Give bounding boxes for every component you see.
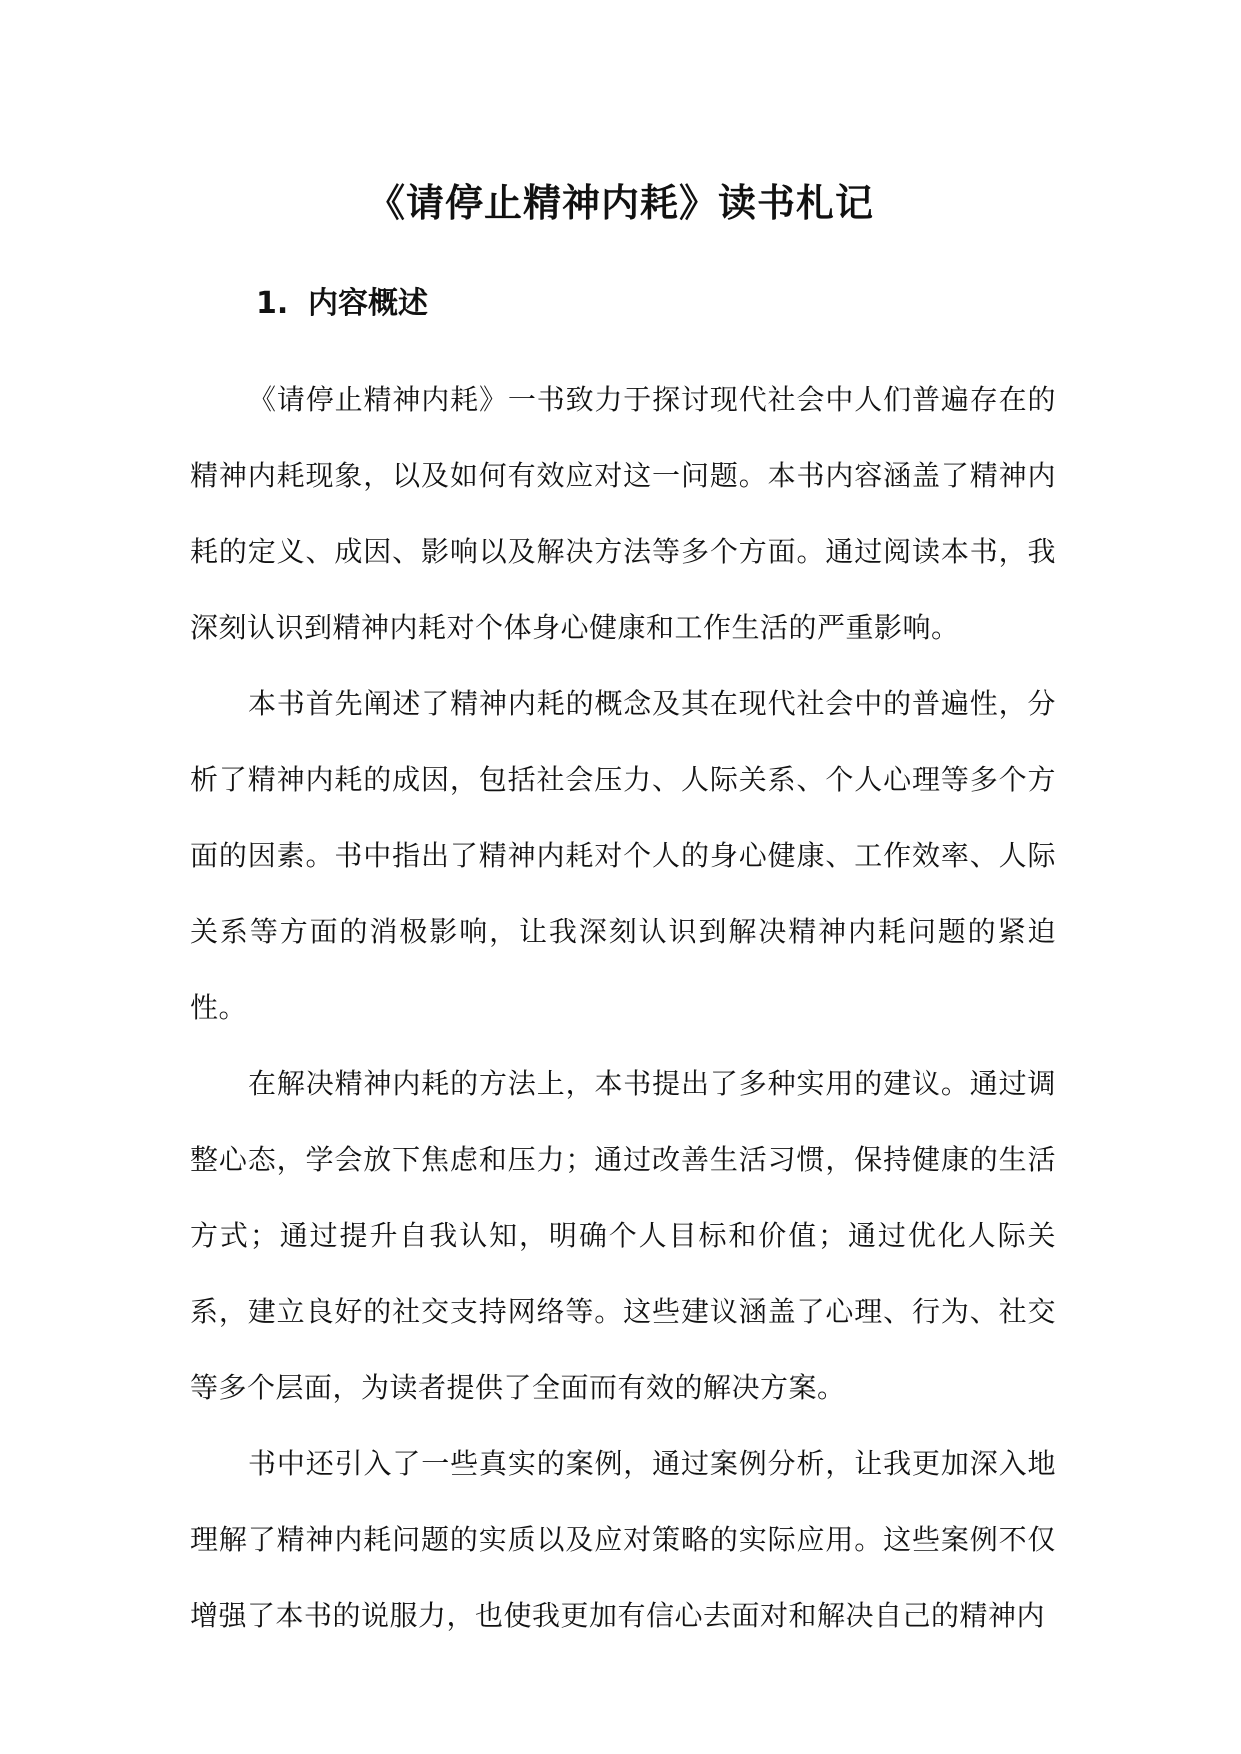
section-number: 1. [256, 286, 289, 321]
paragraph-3: 在解决精神内耗的方法上，本书提出了多种实用的建议。通过调整心态，学会放下焦虑和压力；通过改善生活习惯，保持健康的生活方式；通过提升自我认知，明确个人目标和价值；通过优化人际关系，建立良好的社交支持网络等。这些建议涵盖了心理、行为、社交等多个层面，为读者提供了全面而有效的解决方案。 [190, 1067, 1056, 1404]
section-title: 内容概述 [308, 286, 428, 321]
paragraph-4: 书中还引入了一些真实的案例，通过案例分析，让我更加深入地理解了精神内耗问题的实质以及应对策略的实际应用。这些案例不仅增强了本书的说服力，也使我更加有信心去面对和解决自己的精神内 [190, 1447, 1056, 1632]
section-heading [256, 282, 428, 326]
document-title: 《请停止精神内耗》读书札记 [366, 181, 874, 226]
paragraph-1: 《请停止精神内耗》一书致力于探讨现代社会中人们普遍存在的精神内耗现象，以及如何有效应对这一问题。本书内容涵盖了精神内耗的定义、成因、影响以及解决方法等多个方面。通过阅读本书，我深刻认识到精神内耗对个体身心健康和工作生活的严重影响。 [190, 383, 1056, 644]
document-body [190, 362, 1056, 1654]
paragraph-2: 本书首先阐述了精神内耗的概念及其在现代社会中的普遍性，分析了精神内耗的成因，包括社会压力、人际关系、个人心理等多个方面的因素。书中指出了精神内耗对个人的身心健康、工作效率、人际关系等方面的消极影响，让我深刻认识到解决精神内耗问题的紧迫性。 [190, 687, 1056, 1024]
